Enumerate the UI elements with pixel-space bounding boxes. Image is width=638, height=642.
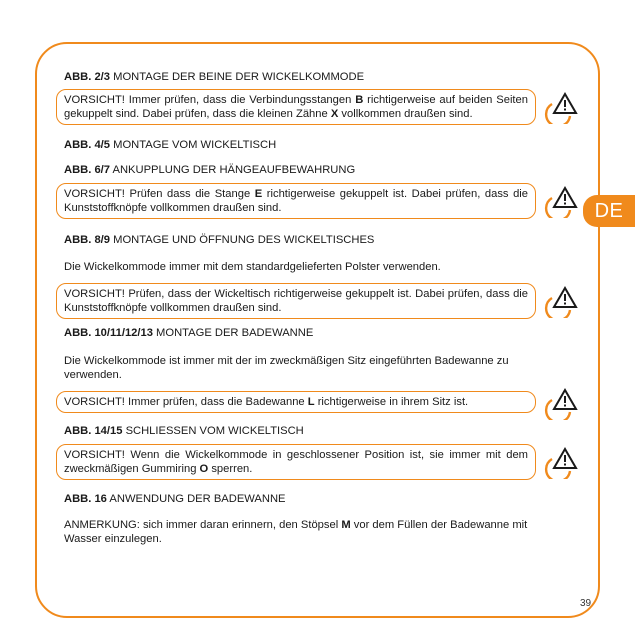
warning-box: VORSICHT! Prüfen dass die Stange E richtigerweise gekuppelt ist. Dabei prüfen, dass die Kunststoffknöpfe vollkommen draußen sind.: [56, 183, 536, 219]
warning-triangle-icon: [543, 284, 579, 318]
warning-triangle-icon: [543, 445, 579, 479]
section-heading: ABB. 2/3 MONTAGE DER BEINE DER WICKELKOMMODE: [64, 71, 365, 83]
warning-triangle-icon: [543, 386, 579, 420]
warning-triangle-icon: [543, 184, 579, 218]
warning-box: VORSICHT! Immer prüfen, dass die Verbindungsstangen B richtigerweise auf beiden Seiten gekuppelt sind. Dabei prüfen, dass die kleinen Zähne X vollkommen draußen sind.: [56, 89, 536, 125]
warning-box: VORSICHT! Wenn die Wickelkommode in geschlossener Position ist, sie immer mit dem zweckmäßigen Gummiring O sperren.: [56, 444, 536, 480]
page-number: 39: [580, 598, 592, 609]
section-heading: ABB. 8/9 MONTAGE UND ÖFFNUNG DES WICKELTISCHES: [64, 234, 375, 246]
note-paragraph: ANMERKUNG: sich immer daran erinnern, den Stöpsel M vor dem Füllen der Badewanne mit Wasser einzulegen.: [64, 519, 528, 545]
warning-box: VORSICHT! Prüfen, dass der Wickeltisch richtigerweise gekuppelt ist. Dabei prüfen, dass die Kunststoffknöpfe vollkommen draußen sind.: [56, 283, 536, 319]
language-tab: DE: [583, 195, 635, 227]
section-heading: ABB. 10/11/12/13 MONTAGE DER BADEWANNE: [64, 327, 314, 339]
section-heading: ABB. 6/7 ANKUPPLUNG DER HÄNGEAUFBEWAHRUNG: [64, 164, 356, 176]
instruction-paragraph: Die Wickelkommode ist immer mit der im zweckmäßigen Sitz eingeführten Badewanne zu verwenden.: [64, 355, 509, 381]
section-heading: ABB. 4/5 MONTAGE VOM WICKELTISCH: [64, 139, 277, 151]
warning-triangle-icon: [543, 90, 579, 124]
section-heading: ABB. 16 ANWENDUNG DER BADEWANNE: [64, 493, 286, 505]
warning-box: VORSICHT! Immer prüfen, dass die Badewanne L richtigerweise in ihrem Sitz ist.: [56, 391, 536, 413]
instruction-paragraph: Die Wickelkommode immer mit dem standardgelieferten Polster verwenden.: [64, 261, 441, 273]
section-heading: ABB. 14/15 SCHLIESSEN VOM WICKELTISCH: [64, 425, 304, 437]
